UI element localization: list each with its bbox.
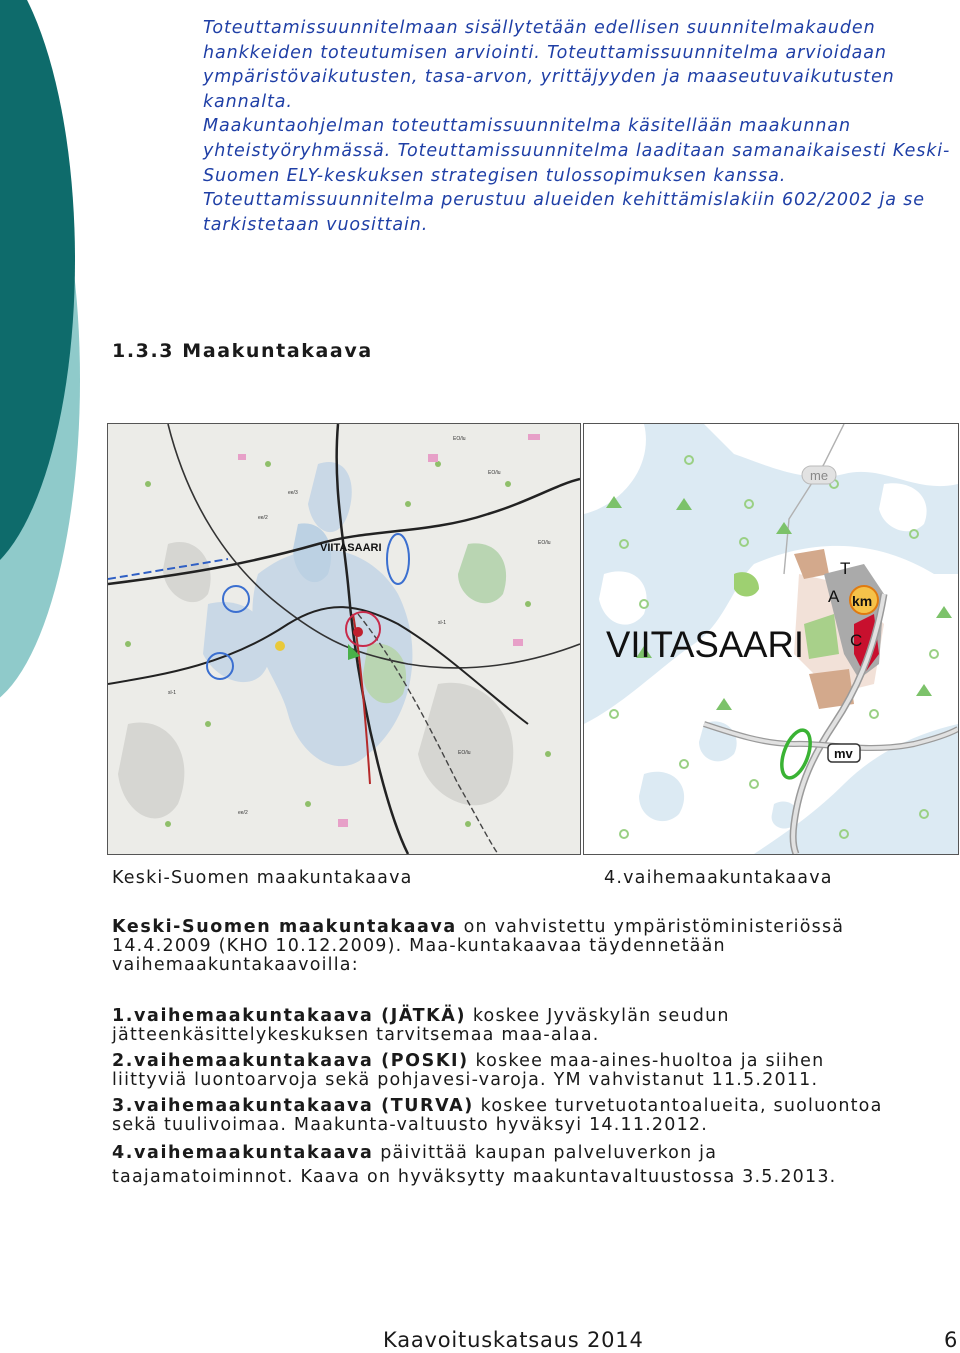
map1-small-label: EO/lu	[453, 436, 466, 442]
phase-plan-map	[583, 423, 959, 855]
bold-term: Keski-Suomen maakuntakaava	[112, 917, 457, 937]
body-paragraph-phase-1	[112, 1007, 902, 1045]
map1-small-label: ee/2	[238, 810, 248, 816]
caption-regional-plan: Keski-Suomen maakuntakaava	[112, 868, 413, 888]
map2-a-label: A	[828, 587, 840, 606]
map1-small-label: EO/lu	[538, 540, 551, 546]
regional-plan-map-drawing	[108, 424, 580, 854]
page-number: 6	[944, 1328, 958, 1352]
paragraph-text: koskee Jyväskylän seudun jätteenkäsittelykeskuksen tarvitsemaa maa-alaa.	[112, 1006, 730, 1045]
map2-town-label: VIITASAARI	[606, 624, 804, 665]
section-heading: 1.3.3 Maakuntakaava	[112, 340, 373, 362]
map2-mv-label: mv	[834, 746, 853, 761]
paragraph-text: koskee turvetuotantoalueita, suoluontoa sekä tuulivoimaa. Maakunta-valtuusto hyväksyi 14.11.2012.	[112, 1096, 883, 1135]
map2-km-label: km	[852, 593, 873, 609]
paragraph-text: päivittää kaupan palveluverkon ja taajamatoiminnot. Kaava on hyväksytty maakuntavaltuustossa 3.5.2013.	[112, 1143, 837, 1187]
intro-text	[203, 16, 955, 237]
map2-t-label: T	[840, 559, 851, 578]
body-paragraph-phase-4	[112, 1141, 902, 1189]
body-paragraph-phase-3	[112, 1097, 902, 1135]
map2-c-label: C	[850, 631, 863, 650]
intro-paragraph-2: Maakuntaohjelman toteuttamissuunnitelma käsitellään maakunnan yhteistyöryhmässä. Toteuttamissuunnitelma laaditaan samanaikaisesti Keski-Suomen ELY-keskuksen strategisen tulossopimuksen kanssa. Toteuttamissuunnitelma perustuu alueiden kehittämislakiin 602/2002 ja se tarkistetaan vuosittain.	[203, 116, 951, 235]
body-paragraph-plan-status	[112, 918, 902, 975]
intro-paragraph-1: Toteuttamissuunnitelmaan sisällytetään edellisen suunnitelmakauden hankkeiden toteutumisen arviointi. Toteuttamissuunnitelma arvioidaan ympäristövaikutusten, tasa-arvon, yrittäjyyden ja maaseutuvaikutusten kannalta.	[203, 18, 895, 112]
body-paragraph-phase-2	[112, 1052, 902, 1090]
map1-small-label: EO/lu	[458, 750, 471, 756]
map1-small-label: EO/lu	[488, 470, 501, 476]
regional-plan-map	[107, 423, 581, 855]
bold-term: 4.vaihemaakuntakaava	[112, 1143, 374, 1163]
paragraph-text: koskee maa-aines-huoltoa ja siihen liittyviä luontoarvoja sekä pohjavesi-varoja. YM vahvistanut 11.5.2011.	[112, 1051, 825, 1090]
bold-term: 3.vaihemaakuntakaava (TURVA)	[112, 1096, 474, 1116]
footer-title: Kaavoituskatsaus 2014	[383, 1328, 644, 1352]
caption-phase-plan: 4.vaihemaakuntakaava	[604, 868, 833, 888]
map2-me-label: me	[810, 468, 829, 483]
map1-small-label: sl-1	[438, 620, 447, 626]
map1-small-label: ee/2	[258, 515, 268, 521]
map1-town-label: VIITASAARI	[320, 542, 382, 554]
phase-plan-map-drawing	[584, 424, 958, 854]
bold-term: 1.vaihemaakuntakaava (JÄTKÄ)	[112, 1006, 467, 1026]
map1-small-label: sl-1	[168, 690, 177, 696]
map1-small-label: ee/3	[288, 490, 298, 496]
paragraph-text: on vahvistettu ympäristöministeriössä 14.4.2009 (KHO 10.12.2009). Maa-kuntakaavaa täydennetään vaihemaakuntakaavoilla:	[112, 917, 845, 975]
bold-term: 2.vaihemaakuntakaava (POSKI)	[112, 1051, 469, 1071]
